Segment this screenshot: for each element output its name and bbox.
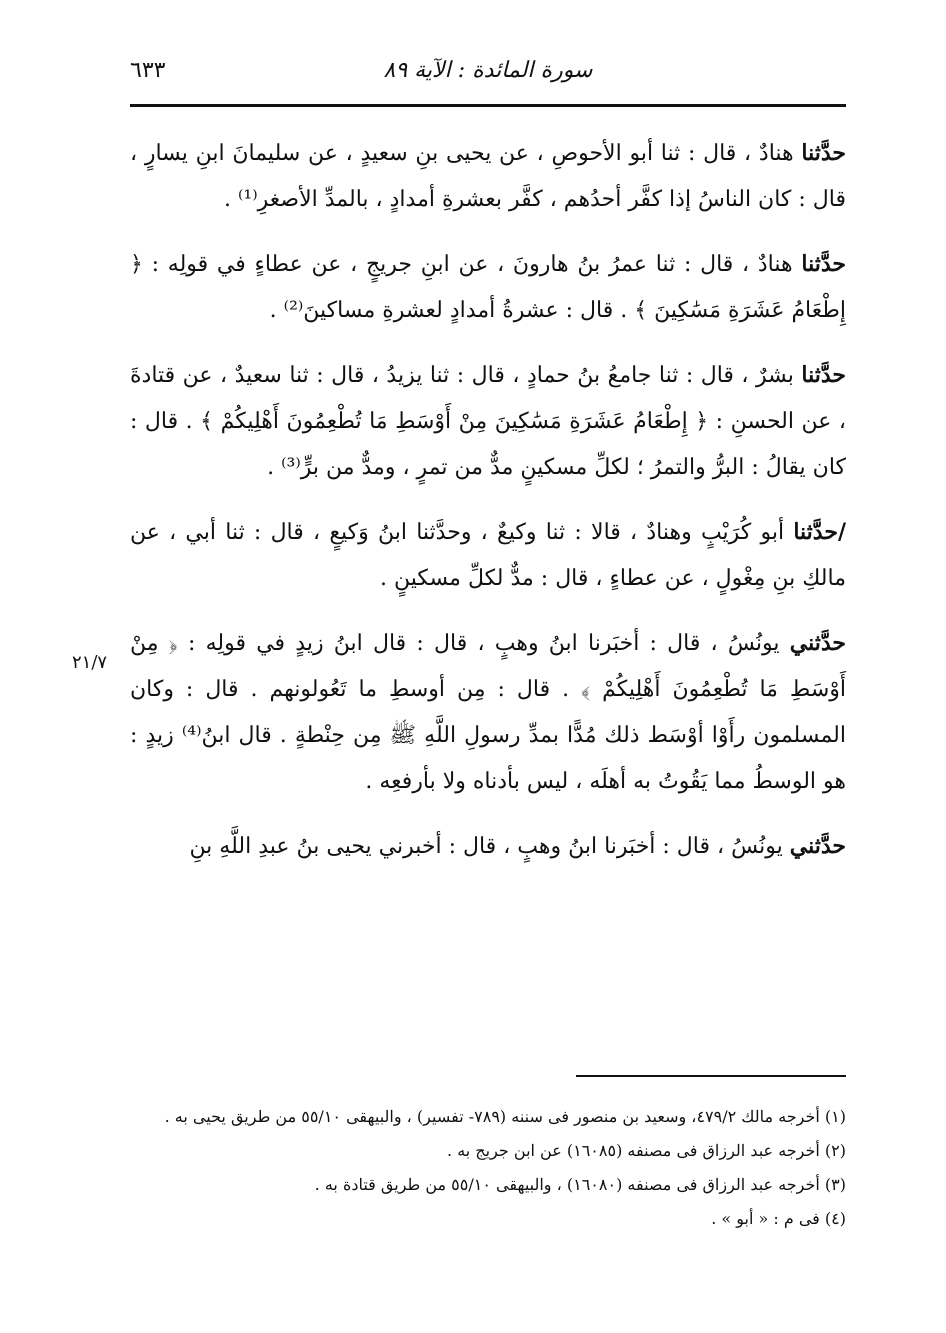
paragraph-lead: حدَّثني	[789, 833, 846, 859]
paragraph-text: هنادٌ ، قال : ثنا عمرُ بنُ هارونَ ، عن ابنِ جريجٍ ، عن عطاءٍ في قولِه : ﴿ إِطْعَامُ عَشَرَةِ مَسَٰكِينَ ﴾ . قال : عشرةُ أمدادٍ لعشرةِ مساكينَ⁽²⁾ .	[130, 252, 846, 323]
paragraph-text: يونُسُ ، قال : أخبَرنا ابنُ وهبٍ ، قال : قال ابنُ زيدٍ في قولِه : ﴿ مِنْ أَوْسَطِ مَا تُطْعِمُونَ أَهْلِيكُمْ ﴾ . قال : مِن أوسطِ ما تَعُولونهم . قال : وكان المسلمون رأَوْا أوْسَط ذلك مُدًّا بمدِّ رسولِ اللَّهِ ﷺ مِن حِنْطةٍ . قال ابنُ⁽⁴⁾ زيدٍ : هو الوسطُ مما يَقُوتُ به أهلَه ، ليس بأدناه ولا بأرفعِه .	[130, 631, 846, 794]
paragraph	[130, 241, 846, 334]
page-header	[130, 58, 846, 98]
paragraph	[130, 509, 846, 602]
footnote-rule	[576, 1075, 846, 1077]
paragraph-text: بشرٌ ، قال : ثنا جامعُ بنُ حمادٍ ، قال : ثنا يزيدُ ، قال : ثنا سعيدٌ ، عن قتادةَ ، عن الحسنِ : ﴿ إِطْعَامُ عَشَرَةِ مَسَٰكِينَ مِنْ أَوْسَطِ مَا تُطْعِمُونَ أَهْلِيكُمْ ﴾ . قال : كان يقالُ : البرُّ والتمرُ ؛ لكلِّ مسكينٍ مدٌّ من تمرٍ ، ومدٌّ من برٍّ⁽³⁾ .	[130, 363, 846, 480]
header-rule	[130, 104, 846, 107]
paragraph	[130, 620, 846, 805]
running-title: سورة المائدة : الآية ٨٩	[383, 58, 593, 83]
footnote: (١) أخرجه مالك ٤٧٩/٢، وسعيد بن منصور فى سننه (٧٨٩- تفسير) ، والبيهقى ٥٥/١٠ من طريق يحيى به .	[164, 1107, 846, 1126]
margin-reference: ٢١/٧	[72, 652, 108, 673]
main-text	[130, 130, 846, 888]
paragraph	[130, 823, 846, 870]
footnote: (٣) أخرجه عبد الرزاق فى مصنفه (١٦٠٨٠) ، والبيهقى ٥٥/١٠ من طريق قتادة به .	[314, 1175, 846, 1194]
paragraph-lead: حدَّثني	[789, 630, 846, 656]
paragraph-text: أبو كُرَيْبٍ وهنادٌ ، قالا : ثنا وكيعٌ ، وحدَّثنا ابنُ وَكيعٍ ، قال : ثنا أبي ، عن مالكِ بنِ مِغْولٍ ، عن عطاءٍ ، قال : مدٌّ لكلِّ مسكينٍ .	[130, 520, 846, 591]
paragraph-lead: حدَّثنا	[801, 140, 846, 166]
paragraph-text: هنادٌ ، قال : ثنا أبو الأحوصِ ، عن يحيى بنِ سعيدٍ ، عن سليمانَ ابنِ يسارٍ ، قال : كان الناسُ إذا كفَّر أحدُهم ، كفَّر بعشرةِ أمدادٍ ، بالمدِّ الأصغرِ⁽¹⁾ .	[130, 141, 846, 212]
footnote: (٢) أخرجه عبد الرزاق فى مصنفه (١٦٠٨٥) عن ابن جريج به .	[447, 1141, 846, 1160]
paragraph-lead: حدَّثنا	[801, 251, 846, 277]
paragraph-text: يونُسُ ، قال : أخبَرنا ابنُ وهبٍ ، قال : أخبرني يحيى بنُ عبدِ اللَّهِ بنِ	[189, 834, 790, 859]
paragraph-lead: /حدَّثنا	[793, 519, 846, 545]
paragraph	[130, 130, 846, 223]
footnote: (٤) فى م : « أبو » .	[711, 1209, 846, 1228]
paragraph	[130, 352, 846, 491]
page-number: ٦٣٣	[130, 58, 166, 83]
footnotes	[130, 1102, 846, 1238]
paragraph-lead: حدَّثنا	[801, 362, 846, 388]
